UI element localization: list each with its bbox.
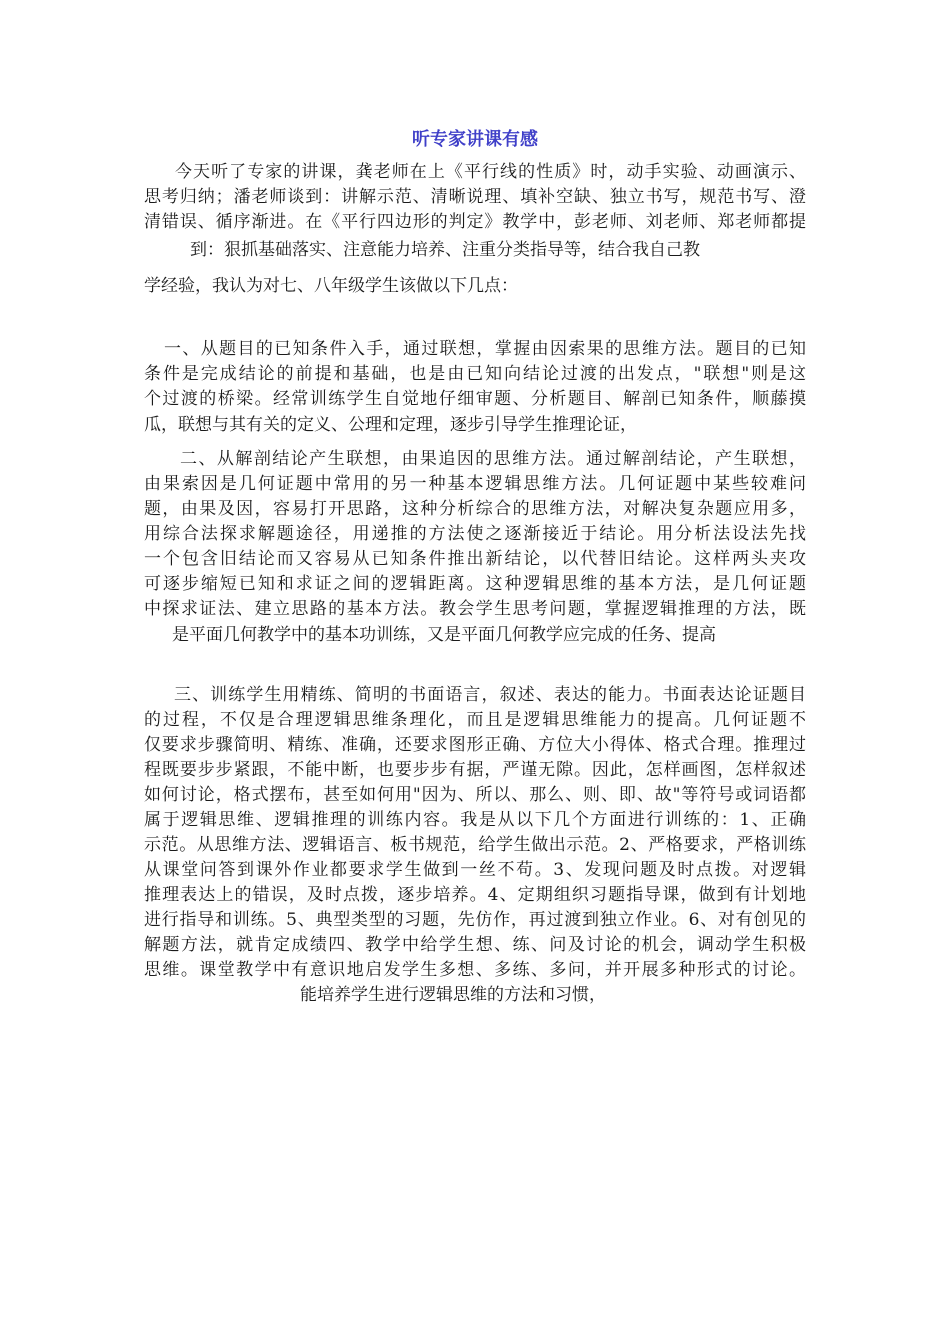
para-one-line-1: 一、从题目的已知条件入手，通过联想，掌握由因索果的思维方法。题目的已知 (164, 339, 806, 359)
para-three-line-8: 从课堂问答到课外作业都要求学生做到一丝不苟。3、发现问题及时点拨。对逻辑 (144, 860, 806, 880)
para-two-line-5: 一个包含旧结论而又容易从已知条件推出新结论，以代替旧结论。这样两头夹攻 (144, 549, 806, 569)
para-two-line-4: 用综合法探求解题途径，用递推的方法使之逐渐接近于结论。用分析法设法先找 (144, 524, 806, 544)
para-three-line-5: 如何讨论，格式摆布，甚至如何用"因为、所以、那么、则、即、故"等符号或词语都 (144, 785, 806, 805)
para-two-line-8: 是平面几何教学中的基本功训练，又是平面几何教学应完成的任务、提高 (172, 625, 716, 645)
para-two-line-3: 题，由果及因，容易打开思路，这种分析综合的思维方法，对解决复杂题应用多， (144, 499, 806, 519)
para-three-line-2: 的过程，不仅是合理逻辑思维条理化，而且是逻辑思维能力的提高。几何证题不 (144, 710, 806, 730)
document-title: 听专家讲课有感 (412, 129, 538, 150)
para-two-line-7: 中探求证法、建立思路的基本方法。教会学生思考问题，掌握逻辑推理的方法，既 (144, 599, 806, 619)
intro-line-1: 今天听了专家的讲课，龚老师在上《平行线的性质》时，动手实验、动画演示、 (175, 162, 806, 182)
para-three-line-6: 属于逻辑思维、逻辑推理的训练内容。我是从以下几个方面进行训练的：1、正确 (144, 810, 806, 830)
para-three-line-7: 示范。从思维方法、逻辑语言、板书规范，给学生做出示范。2、严格要求，严格训练 (144, 835, 806, 855)
para-three-line-4: 程既要步步紧跟，不能中断，也要步步有据，严谨无隙。因此，怎样画图，怎样叙述 (144, 760, 806, 780)
para-three-line-11: 解题方法，就肯定成绩四、教学中给学生想、练、问及讨论的机会，调动学生积极 (144, 935, 806, 955)
para-three-line-1: 三、训练学生用精练、简明的书面语言，叙述、表达的能力。书面表达论证题目 (174, 685, 806, 705)
para-two-line-1: 二、从解剖结论产生联想，由果追因的思维方法。通过解剖结论，产生联想， (180, 449, 806, 469)
intro-line-5: 学经验，我认为对七、八年级学生该做以下几点： (144, 276, 518, 296)
para-two-line-2: 由果索因是几何证题中常用的另一种基本逻辑思维方法。几何证题中某些较难问 (144, 474, 806, 494)
para-one-line-4: 瓜，联想与其有关的定义、公理和定理，逐步引导学生推理论证， (144, 415, 637, 435)
para-one-line-2: 条件是完成结论的前提和基础，也是由已知向结论过渡的出发点，"联想"则是这 (144, 364, 806, 384)
para-one-line-3: 个过渡的桥梁。经常训练学生自觉地仔细审题、分析题目、解剖已知条件，顺藤摸 (144, 389, 806, 409)
intro-line-3: 清错误、循序渐进。在《平行四边形的判定》教学中，彭老师、刘老师、郑老师都提 (144, 212, 806, 232)
intro-line-2: 思考归纳；潘老师谈到：讲解示范、清晰说理、填补空缺、独立书写，规范书写、澄 (144, 187, 806, 207)
para-three-line-12: 思维。课堂教学中有意识地启发学生多想、多练、多问，并开展多种形式的讨论。 (144, 960, 806, 980)
intro-line-4: 到：狠抓基础落实、注意能力培养、注重分类指导等，结合我自己教 (190, 240, 700, 260)
para-two-line-6: 可逐步缩短已知和求证之间的逻辑距离。这种逻辑思维的基本方法，是几何证题 (144, 574, 806, 594)
para-three-line-9: 推理表达上的错误，及时点拨，逐步培养。4、定期组织习题指导课，做到有计划地 (144, 885, 806, 905)
para-three-line-10: 进行指导和训练。5、典型类型的习题，先仿作，再过渡到独立作业。6、对有创见的 (144, 910, 806, 930)
para-three-line-3: 仅要求步骤简明、精练、准确，还要求图形正确、方位大小得体、格式合理。推理过 (144, 735, 806, 755)
para-three-line-13: 能培养学生进行逻辑思维的方法和习惯， (300, 985, 606, 1005)
